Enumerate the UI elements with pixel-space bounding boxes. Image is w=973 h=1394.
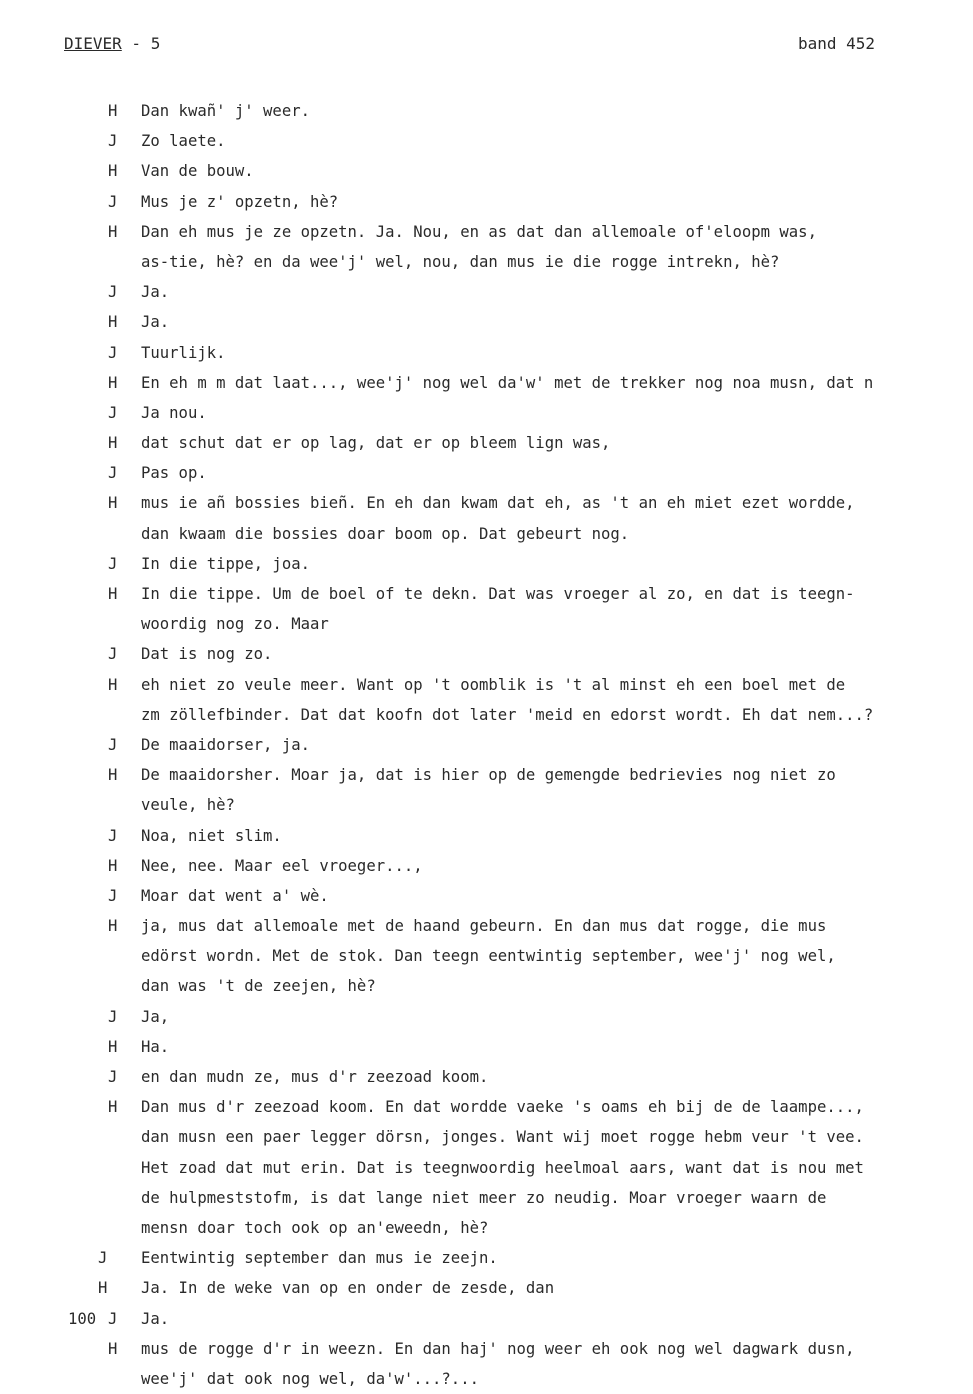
speaker-label: J xyxy=(108,735,118,754)
line-text: mus de rogge d'r in weezn. En dan haj' nog weer eh ook nog wel dagwark dusn, xyxy=(141,1339,855,1358)
line-text: Ja. xyxy=(141,1309,170,1328)
speaker-label: J xyxy=(108,403,118,422)
transcript-line xyxy=(0,1032,973,1062)
line-text: mensn doar toch ook op an'eweedn, hè? xyxy=(141,1218,489,1237)
speaker-label: J xyxy=(108,464,118,483)
line-text: Tuurlijk. xyxy=(141,343,226,362)
transcript-line xyxy=(0,851,973,881)
speaker-label: J xyxy=(108,283,118,302)
transcript-line xyxy=(0,187,973,217)
transcript-line xyxy=(0,398,973,428)
transcript-line xyxy=(0,368,973,398)
transcript-line xyxy=(0,941,973,971)
transcript-line xyxy=(0,911,973,941)
speaker-label: H xyxy=(108,434,118,453)
speaker-label: J xyxy=(108,1068,118,1086)
line-text: Het zoad dat mut erin. Dat is teegnwoordig heelmoal aars, want dat is nou met xyxy=(141,1158,864,1177)
speaker-label: H xyxy=(108,494,118,513)
speaker-label: H xyxy=(108,917,118,936)
transcript-line xyxy=(0,1334,973,1364)
transcript-line xyxy=(0,1092,973,1122)
speaker-label: H xyxy=(108,766,118,785)
speaker-label: H xyxy=(108,1339,118,1358)
line-text: dan kwaam die bossies doar boom op. Dat gebeurt nog. xyxy=(141,524,630,543)
transcript-line xyxy=(0,971,973,1001)
line-text: ja, mus dat allemoale met de haand gebeurn. En dan mus dat rogge, die mus xyxy=(141,917,827,936)
speaker-label: J xyxy=(108,554,118,573)
line-text: Ja. In de weke van op en onder de zesde, dan xyxy=(141,1279,555,1298)
speaker-label: J xyxy=(108,886,118,905)
line-text: De maaidorser, ja. xyxy=(141,735,310,754)
line-number: 100 xyxy=(68,1309,97,1328)
speaker-label: H xyxy=(108,675,118,694)
speaker-label: H xyxy=(108,162,118,181)
line-text: Pas op. xyxy=(141,464,207,483)
speaker-label: H xyxy=(108,1037,118,1056)
transcript-line xyxy=(0,458,973,488)
transcript-line xyxy=(0,760,973,790)
transcript-line xyxy=(0,488,973,518)
transcript-line xyxy=(0,1364,973,1394)
line-text: edörst wordn. Met de stok. Dan teegn eentwintig september, wee'j' nog wel, xyxy=(141,947,836,966)
line-text: Dan mus d'r zeezoad koom. En dat wordde vaeke 's oams eh bij de de laampe..., xyxy=(141,1098,864,1117)
line-text: dan was 't de zeejen, hè? xyxy=(141,977,376,996)
speaker-label: H xyxy=(108,222,118,241)
header-separator: - xyxy=(121,34,151,53)
transcript-line xyxy=(0,1304,973,1334)
transcript-line xyxy=(0,217,973,247)
line-text: Ja. xyxy=(141,283,170,302)
transcript-line xyxy=(0,1122,973,1152)
line-text: Ja. xyxy=(141,313,170,332)
line-text: De maaidorsher. Moar ja, dat is hier op de gemengde bedrievies nog niet zo xyxy=(141,766,836,785)
line-text: zm zöllefbinder. Dat dat koofn dot later 'meid en edorst wordt. Eh dat nem...? xyxy=(141,705,874,724)
line-text: Moar dat went a' wè. xyxy=(141,886,329,905)
line-text: dan musn een paer legger dörsn, jonges. Want wij moet rogge hebm veur 't vee. xyxy=(141,1128,864,1147)
transcript-line xyxy=(0,790,973,820)
line-text: In die tippe, joa. xyxy=(141,554,310,573)
line-text: veule, hè? xyxy=(141,796,235,815)
band-label: band 452 xyxy=(798,34,876,53)
line-text: wee'j' dat ook nog wel, da'w'...?... xyxy=(141,1369,479,1388)
line-text: mus ie añ bossies bieñ. En eh dan kwam dat eh, as 't an eh miet ezet wordde, xyxy=(141,494,855,513)
transcript-line xyxy=(0,1243,973,1273)
line-text: Noa, niet slim. xyxy=(141,826,282,845)
line-text: woordig nog zo. Maar xyxy=(141,615,329,634)
page-header-title xyxy=(64,34,160,53)
line-text: dat schut dat er op lag, dat er op bleem lign was, xyxy=(141,434,611,453)
line-text: Van de bouw. xyxy=(141,162,254,181)
speaker-label: J xyxy=(108,132,118,151)
speaker-label: H xyxy=(108,102,118,120)
line-text: Ja, xyxy=(141,1007,170,1026)
speaker-label: H xyxy=(108,856,118,875)
speaker-label: J xyxy=(108,1309,118,1328)
line-text: Dan kwañ' j' weer. xyxy=(141,102,310,120)
transcript-line xyxy=(0,1153,973,1183)
transcript-line xyxy=(0,700,973,730)
speaker-label: J xyxy=(108,1007,118,1026)
transcript-line xyxy=(0,277,973,307)
transcript-line xyxy=(0,338,973,368)
line-text: Nee, nee. Maar eel vroeger..., xyxy=(141,856,423,875)
transcript-line xyxy=(0,670,973,700)
transcript-line xyxy=(0,156,973,186)
line-text: en dan mudn ze, mus d'r zeezoad koom. xyxy=(141,1068,489,1086)
speaker-label: H xyxy=(108,313,118,332)
line-text: Mus je z' opzetn, hè? xyxy=(141,192,339,211)
transcript-line xyxy=(0,1062,973,1092)
transcript-line xyxy=(0,821,973,851)
transcript-line xyxy=(0,549,973,579)
speaker-label: H xyxy=(98,1279,108,1298)
speaker-label: H xyxy=(108,585,118,603)
page-number: 5 xyxy=(150,34,161,53)
transcript-line xyxy=(0,1213,973,1243)
line-text: Ha. xyxy=(141,1037,170,1056)
line-text: Dan eh mus je ze opzetn. Ja. Nou, en as dat dan allemoale of'eloopm was, xyxy=(141,222,817,241)
line-text: Dat is nog zo. xyxy=(141,645,273,664)
transcript-line xyxy=(0,881,973,911)
line-text: Eentwintig september dan mus ie zeejn. xyxy=(141,1249,498,1268)
line-text: eh niet zo veule meer. Want op 't oomblik is 't al minst eh een boel met de xyxy=(141,675,846,694)
transcript-line xyxy=(0,609,973,639)
speaker-label: J xyxy=(98,1249,108,1268)
speaker-label: J xyxy=(108,343,118,362)
speaker-label: H xyxy=(108,1098,118,1117)
speaker-label: J xyxy=(108,826,118,845)
transcript-body xyxy=(0,96,973,1394)
line-text: Zo laete. xyxy=(141,132,226,151)
transcript-line xyxy=(0,96,973,126)
transcript-line xyxy=(0,1002,973,1032)
transcript-line xyxy=(0,1183,973,1213)
transcript-line xyxy=(0,247,973,277)
line-text: as-tie, hè? en da wee'j' wel, nou, dan mus ie die rogge intrekn, hè? xyxy=(141,252,780,271)
document-title: DIEVER xyxy=(64,34,122,53)
transcript-line xyxy=(0,639,973,669)
transcript-line xyxy=(0,519,973,549)
transcript-line xyxy=(0,126,973,156)
speaker-label: J xyxy=(108,645,118,664)
transcript-line xyxy=(0,428,973,458)
line-text: de hulpmeststofm, is dat lange niet meer zo neudig. Moar vroeger waarn de xyxy=(141,1188,827,1207)
speaker-label: J xyxy=(108,192,118,211)
transcript-line xyxy=(0,307,973,337)
line-text: En eh m m dat laat..., wee'j' nog wel da'w' met de trekker nog noa musn, dat n xyxy=(141,373,874,392)
transcript-line xyxy=(0,1273,973,1303)
line-text: Ja nou. xyxy=(141,403,207,422)
speaker-label: H xyxy=(108,373,118,392)
line-text: In die tippe. Um de boel of te dekn. Dat was vroeger al zo, en dat is teegn- xyxy=(141,585,855,603)
transcript-line xyxy=(0,579,973,609)
transcript-line xyxy=(0,730,973,760)
